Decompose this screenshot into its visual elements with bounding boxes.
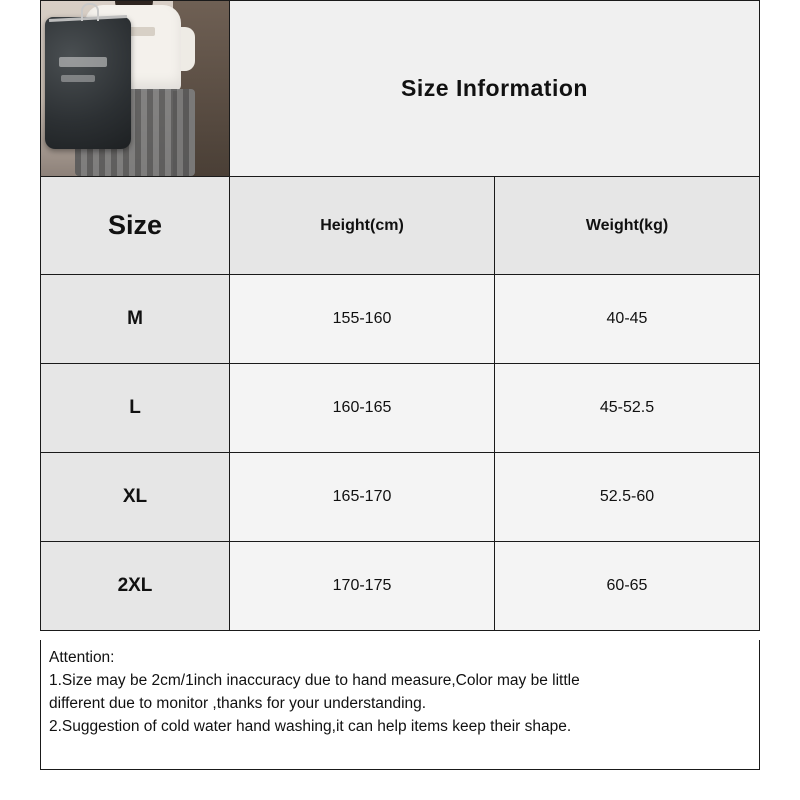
- photo-shirt-print-1: [59, 57, 107, 67]
- product-photo: [41, 1, 229, 176]
- cell-size: M: [41, 275, 230, 364]
- photo-hanger-hook: [81, 3, 99, 21]
- cell-weight: 45-52.5: [495, 364, 760, 453]
- cell-height: 170-175: [230, 542, 495, 631]
- cell-weight: 40-45: [495, 275, 760, 364]
- column-header-size: Size: [41, 177, 230, 275]
- table-column-headers: [41, 177, 760, 275]
- cell-weight: 52.5-60: [495, 453, 760, 542]
- cell-height: 155-160: [230, 275, 495, 364]
- attention-line-3: 2.Suggestion of cold water hand washing,it can help items keep their shape.: [49, 717, 572, 735]
- attention-heading: Attention:: [49, 649, 115, 666]
- table-row: [41, 275, 760, 364]
- column-header-height: Height(cm): [230, 177, 495, 275]
- table-row: [41, 542, 760, 631]
- table-row: [41, 453, 760, 542]
- table-header-band: [41, 1, 760, 177]
- page-title: Size Information: [230, 1, 760, 177]
- cell-height: 165-170: [230, 453, 495, 542]
- cell-size: XL: [41, 453, 230, 542]
- table-row: [41, 364, 760, 453]
- cell-height: 160-165: [230, 364, 495, 453]
- photo-hanging-dark-shirt: [45, 17, 131, 149]
- column-header-weight: Weight(kg): [495, 177, 760, 275]
- cell-weight: 60-65: [495, 542, 760, 631]
- cell-size: 2XL: [41, 542, 230, 631]
- photo-shirt-print-2: [61, 75, 95, 82]
- attention-box: [40, 640, 760, 770]
- cell-size: L: [41, 364, 230, 453]
- product-photo-cell: [41, 1, 230, 177]
- attention-line-1: 1.Size may be 2cm/1inch inaccuracy due to hand measure,Color may be little: [49, 671, 580, 689]
- attention-line-2: different due to monitor ,thanks for your understanding.: [49, 694, 427, 712]
- size-chart-table: [40, 0, 760, 631]
